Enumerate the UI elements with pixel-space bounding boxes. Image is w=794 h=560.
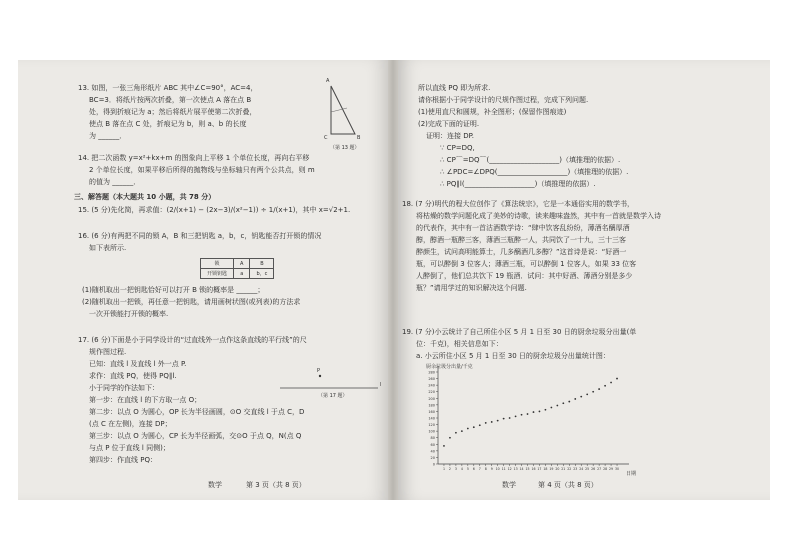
x-tick-label: 1 [442, 467, 445, 471]
q17c-line-5: 证明：连接 DP. [426, 132, 474, 140]
data-point [568, 401, 570, 403]
data-point [598, 388, 600, 390]
x-tick-label: 28 [603, 467, 608, 471]
x-tick-label: 27 [597, 467, 602, 471]
y-tick-label: 120 [428, 423, 435, 428]
q17c-line-3: (1)使用直尺和圆规，补全图形；(保留作图痕迹) [418, 108, 567, 116]
y-tick-label: 180 [428, 403, 435, 408]
q17c-line-8: ∴ ∠PDC=∠DPQ(____________________)（填推理的依据）. [440, 168, 629, 176]
q13-line-1: 13. 如图，一张三角形纸片 ABC 其中∠C=90°，AC=4， [78, 84, 258, 92]
q17-line-6: 第一步：在直线 l 的下方取一点 O； [89, 396, 202, 404]
right-footer-subject: 数学 [502, 481, 516, 489]
x-tick-label: 29 [609, 467, 614, 471]
data-point [503, 418, 505, 420]
vertex-b-label: B [357, 135, 361, 141]
q18-line-8: 瓶？”请用学过的知识解决这个问题. [416, 284, 527, 292]
x-tick-label: 25 [585, 467, 590, 471]
x-tick-label: 3 [454, 467, 457, 471]
data-point [580, 396, 582, 398]
x-tick-label: 21 [561, 467, 566, 471]
data-point [521, 414, 523, 416]
x-tick-label: 11 [501, 467, 506, 471]
table-cell: a [234, 269, 250, 279]
q19-line-1: 19. (7 分)小云统计了自己所住小区 5 月 1 日至 30 日的厨余垃圾分出量(单 [402, 328, 637, 336]
x-tick-label: 20 [555, 467, 560, 471]
x-tick-label: 6 [472, 467, 475, 471]
data-point [550, 407, 552, 409]
q17c-line-2: 请你根据小于同学设计的尺规作图过程，完成下列问题. [418, 96, 589, 104]
q17-line-1: 17. (6 分)下面是小于同学设计的“过直线外一点作这条直线的平行线”的尺 [78, 336, 307, 344]
x-tick-label: 23 [573, 467, 578, 471]
y-tick-label: 40 [430, 449, 435, 454]
x-tick-label: 9 [490, 467, 493, 471]
data-point [467, 428, 469, 430]
x-tick-label: 16 [531, 467, 536, 471]
table-header-cell: 锁 [201, 259, 234, 269]
q13-figure-caption: （第 13 题） [330, 145, 360, 151]
x-tick-label: 14 [519, 467, 524, 471]
q17c-line-4: (2)完成下面的证明. [418, 120, 480, 128]
q13-line-3: 处，得到折痕记为 a；然后将纸片展平使第二次折叠， [89, 108, 257, 116]
table-cell: 开锁钥匙 [201, 269, 234, 279]
q15-line-1: 15. (5 分)先化简，再求值：(2/(x+1) − (2x−3)/(x²−1)) ÷ 1/(x+1)，其中 x=√2+1. [78, 206, 351, 214]
data-point [533, 411, 535, 413]
data-point [527, 413, 529, 415]
data-point [604, 385, 606, 387]
q17-figure-caption: （第 17 题） [318, 393, 348, 399]
x-tick-label: 2 [448, 467, 451, 471]
q19-line-2: 位：千克)，相关信息如下： [416, 340, 503, 348]
right-footer-page: 第 4 页（共 8 页） [538, 481, 598, 489]
section-three-heading: 三、解答题（本大题共 10 小题，共 78 分） [74, 193, 216, 201]
q18-line-4: 醇，醇酒一瓶醉三客，薄酒三瓶醉一人，共同饮了一十九，三十三客 [416, 236, 626, 244]
q17-line-8: (点 C 在左侧)，连接 DP； [89, 420, 172, 428]
y-tick-label: 200 [428, 396, 435, 401]
q16-part-2-cont: 一次开锁能打开锁的概率. [89, 310, 169, 318]
x-tick-label: 15 [525, 467, 530, 471]
data-point [574, 398, 576, 400]
q18-line-1: 18. (7 分)明代的程大位创作了《算法统宗》，它是一本通俗实用的数学书， [402, 200, 634, 208]
x-tick-label: 24 [579, 467, 584, 471]
x-tick-label: 18 [543, 467, 548, 471]
y-tick-label: 20 [430, 455, 435, 460]
x-tick-label: 4 [460, 467, 463, 471]
data-point [610, 382, 612, 384]
x-tick-label: 8 [484, 467, 487, 471]
q17-line-10: 与点 P 位于直线 l 同侧)； [89, 444, 170, 452]
x-tick-label: 19 [549, 467, 554, 471]
chart-ylabel: 厨余垃圾分出量/千克 [426, 364, 473, 370]
q18-line-6: 瓶，可以醉倒 3 位客人；薄酒三瓶，可以醉倒 1 位客人，如果 33 位客 [416, 260, 637, 268]
q14-line-2: 2 个单位长度，如果平移后所得的抛物线与坐标轴只有两个公共点，则 m [89, 166, 315, 174]
x-tick-label: 10 [495, 467, 500, 471]
data-point [461, 430, 463, 432]
q17c-line-6: ∵ CP=DQ, [440, 144, 475, 152]
data-point [443, 445, 445, 447]
x-tick-label: 12 [507, 467, 512, 471]
table-row [201, 269, 274, 279]
x-tick-label: 26 [591, 467, 596, 471]
vertex-c-label: C [324, 135, 328, 141]
right-page [398, 60, 770, 500]
q17c-line-1: 所以直线 PQ 即为所求. [418, 84, 491, 92]
x-tick-label: 22 [567, 467, 572, 471]
data-point [491, 421, 493, 423]
q17-line-3: 已知：直线 l 及直线 l 外一点 P. [89, 360, 187, 368]
data-point [473, 426, 475, 428]
data-point [539, 411, 541, 413]
vertex-a-label: A [326, 78, 330, 84]
y-tick-label: 280 [428, 370, 435, 375]
q13-line-5: 为 ______． [89, 132, 127, 140]
x-tick-label: 13 [513, 467, 518, 471]
data-point [545, 409, 547, 411]
q13-line-2: BC=3．将纸片按两次折叠，第一次使点 A 落在点 B [89, 96, 252, 104]
left-footer-subject: 数学 [208, 481, 222, 489]
q17-line-2: 规作图过程. [89, 348, 127, 356]
q18-line-3: 的代表作，其中有一首沽酒数学诗：“肆中饮客乱纷纷，薄酒名醨厚酒 [416, 224, 630, 232]
left-page [18, 60, 388, 500]
data-point [449, 437, 451, 439]
y-tick-label: 220 [428, 390, 435, 395]
q17-line-9: 第三步：以点 O 为圆心，CP 长为半径画弧，交⊙O 于点 Q，N(点 Q [89, 432, 302, 440]
line-l-label: l [380, 382, 382, 388]
y-tick-label: 80 [430, 436, 435, 441]
q16-line-2: 如下表所示. [89, 244, 127, 252]
table-header-cell: A [234, 259, 250, 269]
q17-line-4: 求作：直线 PQ，使得 PQ∥l. [89, 372, 177, 380]
x-tick-label: 17 [537, 467, 542, 471]
q17-line-11: 第四步：作直线 PQ： [89, 456, 157, 464]
x-tick-label: 5 [466, 467, 469, 471]
y-tick-label: 0 [432, 462, 435, 467]
q18-line-2: 将枯燥的数学问题化成了美妙的诗歌，读来趣味盎然，其中有一首就是数学入诗 [416, 212, 661, 220]
data-point [592, 391, 594, 393]
q16-part-2: (2)随机取出一把锁，再任意一把钥匙，请用画树状图(或列表)的方法求 [82, 298, 301, 306]
data-point [515, 415, 517, 417]
point-p-label: P [317, 368, 321, 374]
data-point [485, 422, 487, 424]
q13-line-4: 使点 B 落在点 C 处，折痕记为 b，则 a、b 的长度 [89, 120, 247, 128]
q17-line-7: 第二步：以点 O 为圆心，OP 长为半径画圆，⊙O 交直线 l 于点 C，D [89, 408, 305, 416]
q17c-line-9: ∴ PQ∥l(____________________)（填推理的依据）. [440, 180, 596, 188]
data-point [586, 393, 588, 395]
q17-line-5: 小于同学的作法如下： [89, 384, 159, 392]
y-tick-label: 260 [428, 377, 435, 382]
x-tick-label: 7 [478, 467, 481, 471]
data-point [455, 432, 457, 434]
q18-line-7: 人醉倒了，他们总共饮下 19 瓶酒．试问：其中好酒、薄酒分别是多少 [416, 272, 633, 280]
q14-line-1: 14. 把二次函数 y=x²+kx+m 的图象向上平移 1 个单位长度，再向右平移 [78, 154, 310, 162]
q17c-line-7: ∴ CP⌒=DQ⌒(____________________)（填推理的依据）. [440, 156, 621, 164]
data-point [479, 424, 481, 426]
left-footer-page: 第 3 页（共 8 页） [246, 481, 306, 489]
y-tick-label: 240 [428, 383, 435, 388]
x-tick-label: 30 [615, 467, 620, 471]
q19-line-3: a. 小云所住小区 5 月 1 日至 30 日的厨余垃圾分出量统计图： [416, 352, 610, 360]
q14-line-3: 的值为 ______． [89, 178, 141, 186]
table-header-row [201, 259, 274, 269]
chart-xlabel: 日期 [626, 471, 637, 477]
table-cell: b，c [250, 269, 274, 279]
lock-key-table [200, 258, 274, 279]
y-tick-label: 140 [428, 416, 435, 421]
y-tick-label: 160 [428, 409, 435, 414]
data-point [562, 402, 564, 404]
table-header-cell: B [250, 259, 274, 269]
y-tick-label: 60 [430, 442, 435, 447]
q16-line-1: 16. (6 分)有两把不同的锁 A，B 和三把钥匙 a，b，c，钥匙能否打开锁的情况 [78, 232, 322, 240]
y-tick-label: 100 [428, 429, 435, 434]
q16-part-1: (1)随机取出一把钥匙恰好可以打开 B 锁的概率是 ______； [82, 286, 265, 294]
data-point [556, 405, 558, 407]
q18-line-5: 醉颜生，试问高明能算士，几多醨酒几多醇？”这首诗是说：“好酒一 [416, 248, 627, 256]
data-point [497, 420, 499, 422]
kitchen-waste-scatter-chart [398, 60, 770, 500]
data-point [509, 417, 511, 419]
data-point [616, 378, 618, 380]
